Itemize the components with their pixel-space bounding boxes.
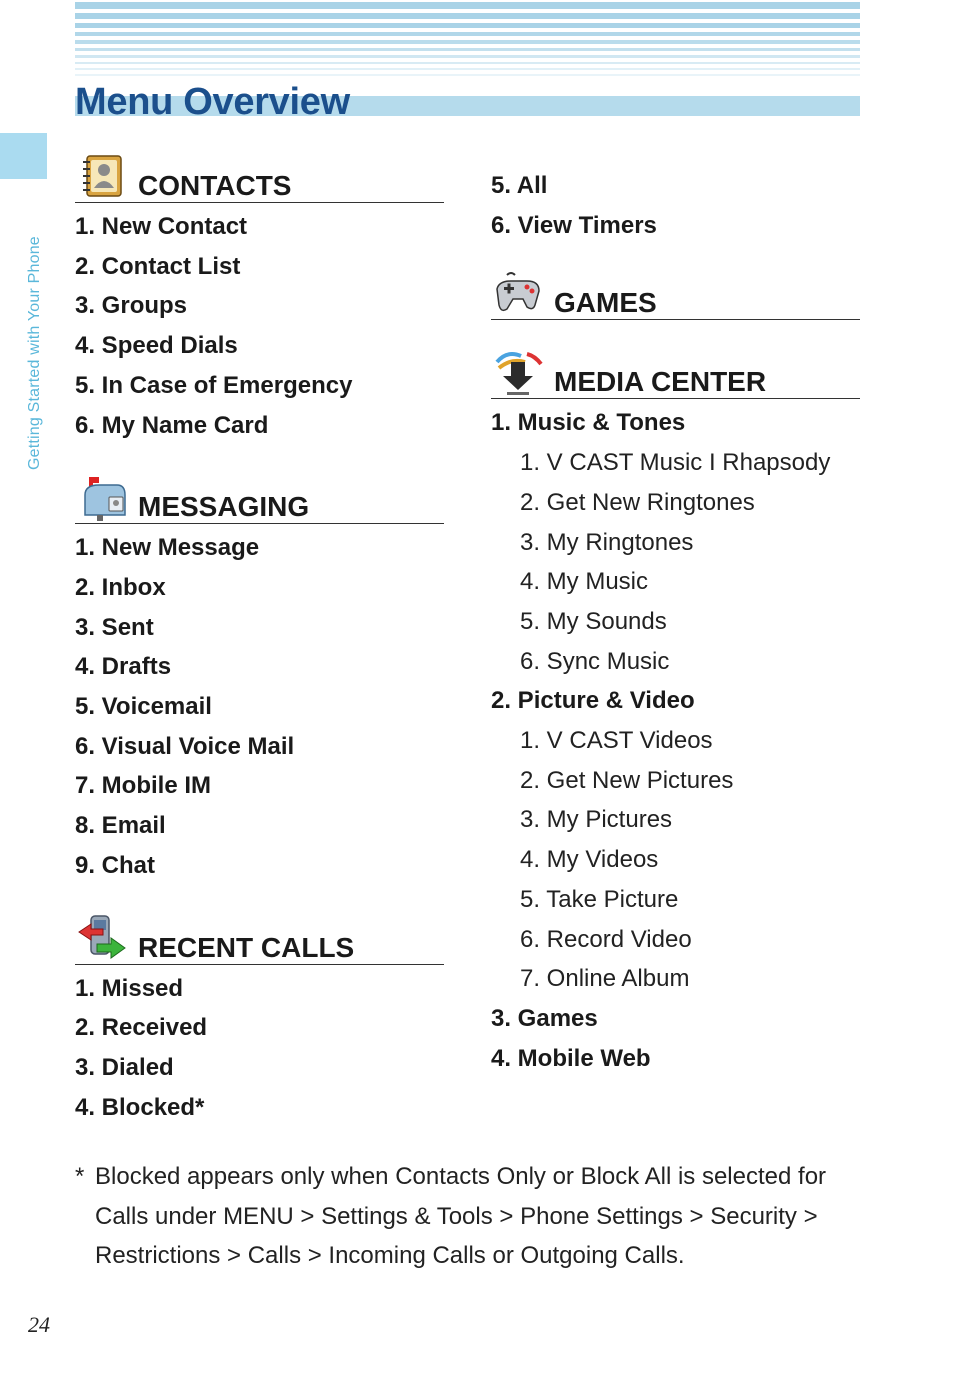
sub-list-item: 6. Record Video xyxy=(520,925,692,953)
list-item: 8. Email xyxy=(75,812,166,840)
list-item: 3. Groups xyxy=(75,292,188,320)
sub-list-item: 2. Get New Ringtones xyxy=(520,488,755,516)
section-contacts xyxy=(75,150,444,445)
sub-list-item: 3. My Ringtones xyxy=(520,528,694,556)
list-item: 2. Received xyxy=(75,1014,208,1042)
list-item: 5. All xyxy=(491,172,548,199)
sub-list-item: 1. V CAST Music I Rhapsody xyxy=(520,449,831,477)
section-title: RECENT CALLS xyxy=(138,931,355,963)
list-item: 5. Voicemail xyxy=(75,693,212,721)
footnote xyxy=(75,1157,865,1276)
section-media-center xyxy=(491,346,860,1078)
list-item: 6. My Name Card xyxy=(75,411,269,439)
address-book-icon xyxy=(77,152,127,200)
gamepad-icon xyxy=(493,269,543,317)
list-item: 4. Mobile Web xyxy=(491,1044,651,1072)
sub-list-item: 6. Sync Music xyxy=(520,647,670,675)
list-item: 9. Chat xyxy=(75,851,156,879)
side-tab xyxy=(0,133,47,179)
mailbox-icon xyxy=(77,473,127,521)
list-item: 5. In Case of Emergency xyxy=(75,371,353,399)
section-header xyxy=(491,346,860,399)
sub-list-item: 1. V CAST Videos xyxy=(520,727,713,755)
sub-list-item: 7. Online Album xyxy=(520,965,690,993)
sub-list-item: 5. My Sounds xyxy=(520,607,667,635)
section-header xyxy=(491,267,860,320)
section-recent-calls xyxy=(75,912,444,1128)
list-item: 3. Dialed xyxy=(75,1053,174,1081)
right-column xyxy=(491,166,860,1078)
section-header xyxy=(75,912,444,965)
list-item: 2. Inbox xyxy=(75,573,166,601)
section-title: MEDIA CENTER xyxy=(554,366,767,398)
list-item: 4. Blocked* xyxy=(75,1093,205,1121)
header-stripes xyxy=(75,2,860,80)
footnote-text: Blocked appears only when Contacts Only or Block All is selected for Calls under MENU > Settings & Tools > Phone Settings > Security > Restrictions > Calls > Incoming Calls or Outgoing Calls. xyxy=(95,1163,827,1269)
section-title: MESSAGING xyxy=(138,491,310,523)
list-item: 1. New Message xyxy=(75,534,260,562)
footnote-marker: * xyxy=(75,1163,85,1190)
list-item: 6. View Timers xyxy=(491,211,657,239)
section-header xyxy=(75,150,444,203)
list-item: 2. Contact List xyxy=(75,252,241,280)
section-header xyxy=(75,471,444,524)
sub-list-item: 3. My Pictures xyxy=(520,806,673,834)
list-item: 3. Sent xyxy=(75,613,154,641)
phone-arrows-icon xyxy=(77,914,127,962)
list-item: 4. Speed Dials xyxy=(75,332,238,360)
sub-list-item: 5. Take Picture xyxy=(520,885,679,913)
list-item: 1. Music & Tones xyxy=(491,409,686,437)
left-column xyxy=(75,150,444,1127)
list-item: 4. Drafts xyxy=(75,653,172,681)
page-number: 24 xyxy=(28,1312,50,1337)
list-item: 1. Missed xyxy=(75,974,184,1002)
section-title: GAMES xyxy=(554,287,657,319)
side-tab-text: Getting Started with Your Phone xyxy=(26,236,43,470)
list-item: 3. Games xyxy=(491,1004,598,1032)
list-item: 2. Picture & Video xyxy=(491,687,695,715)
list-item: 1. New Contact xyxy=(75,213,248,240)
list-item: 7. Mobile IM xyxy=(75,772,212,800)
section-title: CONTACTS xyxy=(138,170,292,201)
sub-list-item: 4. My Videos xyxy=(520,846,659,874)
sub-list-item: 4. My Music xyxy=(520,568,649,596)
sub-list-item: 2. Get New Pictures xyxy=(520,766,734,794)
section-games xyxy=(491,267,860,320)
page-title: Menu Overview xyxy=(75,81,350,123)
download-arrow-icon xyxy=(493,348,543,396)
list-item: 6. Visual Voice Mail xyxy=(75,732,295,760)
section-messaging xyxy=(75,471,444,885)
